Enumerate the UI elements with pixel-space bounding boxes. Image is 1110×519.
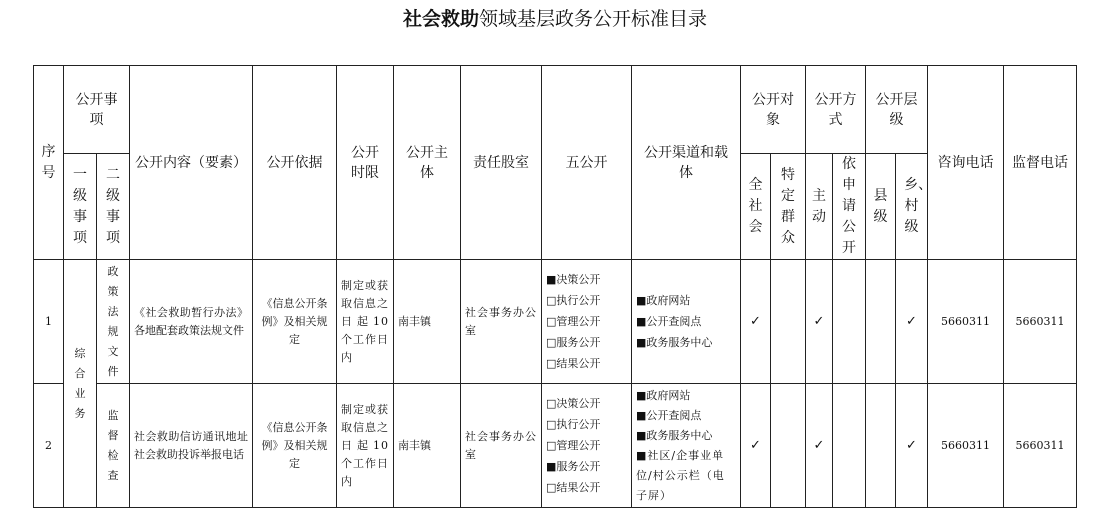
row-layer-county [866,384,896,508]
catalog-table [33,65,1077,508]
header-supervise-phone: 监督电话 [1004,66,1077,260]
header-content: 公开内容（要素） [130,66,253,260]
table-row [34,384,1077,508]
row-dept: 社会事务办公室 [461,384,542,508]
row-subject: 南丰镇 [394,260,461,384]
row-supervise-phone: 5660311 [1004,260,1077,384]
header-method-request: 依申请公开 [833,154,866,260]
header-method-active: 主动 [806,154,833,260]
row-audience-specific [771,384,806,508]
header-audience-specific: 特定群众 [771,154,806,260]
page-title [0,6,1110,32]
row-method-request [833,384,866,508]
row-time-limit: 制定或获取信息之日起10个工作日内 [337,384,394,508]
row-audience-all: ✓ [741,384,771,508]
row-supervise-phone: 5660311 [1004,384,1077,508]
header-subject: 公开主体 [394,66,461,260]
row-seq: 1 [34,260,64,384]
row-method-request [833,260,866,384]
row-layer-town: ✓ [896,384,928,508]
header-layer-county: 县级 [866,154,896,260]
header-dept: 责任股室 [461,66,542,260]
title-rest: 领域基层政务公开标准目录 [479,8,708,30]
header-level2: 二级事项 [97,154,130,260]
title-bold: 社会救助 [402,8,479,30]
row-audience-specific [771,260,806,384]
table-row [34,260,1077,384]
row-basis: 《信息公开条例》及相关规定 [253,260,337,384]
header-seq: 序号 [34,66,64,260]
header-basis: 公开依据 [253,66,337,260]
header-layer-town: 乡、村级 [896,154,928,260]
row-level2: 政策法规文件 [97,260,130,384]
row-channel: ■政府网站 ■公开查阅点 ■政务服务中心 [632,260,741,384]
row-level2: 监督检查 [97,384,130,508]
row-consult-phone: 5660311 [928,384,1004,508]
header-level1: 一级事项 [64,154,97,260]
row-method-active: ✓ [806,384,833,508]
row-content: 社会救助信访通讯地址 社会救助投诉举报电话 [130,384,253,508]
row-layer-town: ✓ [896,260,928,384]
header-time-limit: 公开时限 [337,66,394,260]
row-five: □决策公开 □执行公开 □管理公开 ■服务公开 □结果公开 [542,384,632,508]
row-dept: 社会事务办公室 [461,260,542,384]
header-five: 五公开 [542,66,632,260]
row-five: ■决策公开 □执行公开 □管理公开 □服务公开 □结果公开 [542,260,632,384]
row-subject: 南丰镇 [394,384,461,508]
row-consult-phone: 5660311 [928,260,1004,384]
row-audience-all: ✓ [741,260,771,384]
row-content: 《社会救助暂行办法》 各地配套政策法规文件 [130,260,253,384]
row-time-limit: 制定或获取信息之日起10个工作日内 [337,260,394,384]
header-matter: 公开事项 [64,66,130,154]
row-seq: 2 [34,384,64,508]
header-layer: 公开层级 [866,66,928,154]
row-method-active: ✓ [806,260,833,384]
row-channel: ■政府网站 ■公开查阅点 ■政务服务中心 ■社区/企事业单位/村公示栏（电子屏） [632,384,741,508]
header-audience-all: 全社会 [741,154,771,260]
header-method: 公开方式 [806,66,866,154]
header-row-1 [34,66,1077,154]
header-channel: 公开渠道和载体 [632,66,741,260]
row-layer-county [866,260,896,384]
header-audience: 公开对象 [741,66,806,154]
row-basis: 《信息公开条例》及相关规定 [253,384,337,508]
header-consult-phone: 咨询电话 [928,66,1004,260]
level1-cell: 综合业务 [64,260,97,508]
